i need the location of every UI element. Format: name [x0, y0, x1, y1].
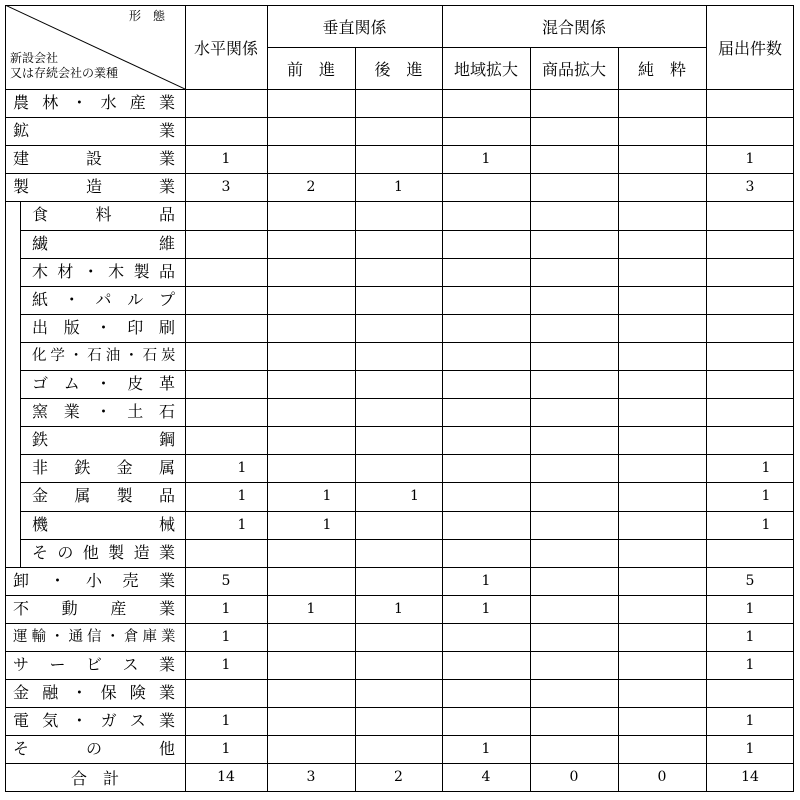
- label-char: の: [85, 739, 102, 759]
- label-char: 料: [95, 205, 112, 225]
- cell-value: 1: [745, 657, 755, 674]
- sub-industry-label: [32, 376, 175, 392]
- header-vertical-forward: 前 進: [286, 59, 335, 79]
- sub-industry-label: [32, 207, 175, 223]
- header-mixed-product: 商品拡大: [541, 59, 606, 79]
- cell-value: 1: [322, 516, 332, 533]
- industry-label: [13, 713, 175, 729]
- row-divider: [20, 511, 794, 512]
- label-char: の: [57, 542, 74, 562]
- industry-label: [13, 741, 175, 757]
- header-divider: [442, 47, 706, 48]
- row-divider: [20, 539, 794, 540]
- cell-value: 1: [410, 488, 419, 505]
- label-char: 品: [158, 205, 175, 225]
- cell-value: 1: [221, 741, 231, 758]
- label-char: ・: [63, 289, 80, 309]
- label-char: 版: [63, 317, 80, 337]
- label-char: ガ: [100, 711, 117, 731]
- header-count: 届出件数: [717, 38, 782, 58]
- sub-industry-label: [32, 233, 175, 253]
- label-char: 業: [158, 711, 175, 731]
- label-char: 石: [158, 402, 175, 422]
- label-char: 産: [110, 598, 127, 618]
- row-divider: [5, 567, 794, 568]
- label-char: 気: [42, 711, 59, 731]
- label-char: 食: [32, 205, 49, 225]
- total-cell-value: 4: [481, 769, 491, 786]
- label-char: 属: [158, 458, 175, 478]
- total-cell-value: 0: [569, 769, 579, 786]
- label-char: 不: [13, 598, 30, 618]
- label-char: 械: [158, 514, 175, 534]
- label-char: ・: [95, 374, 112, 394]
- label-char: 金: [116, 458, 133, 478]
- cell-value: 1: [745, 151, 755, 168]
- industry-label: [13, 570, 175, 590]
- row-divider: [20, 426, 794, 427]
- header-mixed-region: 地域拡大: [453, 59, 518, 79]
- header-vertical-backward: 後 進: [374, 59, 423, 79]
- column-divider: [185, 89, 186, 792]
- label-char: ・: [71, 93, 88, 113]
- sub-industry-label: [32, 404, 175, 420]
- label-char: 鋼: [158, 430, 175, 450]
- label-char: 鉱: [13, 121, 30, 141]
- label-char: 他: [82, 542, 99, 562]
- label-text: [13, 598, 175, 618]
- label-char: ル: [127, 289, 144, 309]
- label-text: [13, 657, 175, 673]
- label-text: [32, 488, 175, 504]
- label-text: [13, 179, 175, 195]
- table-border-bottom: [5, 791, 794, 792]
- cell-value: 1: [745, 741, 755, 758]
- cell-value: 1: [221, 600, 231, 617]
- label-char: ・: [95, 317, 112, 337]
- header-divider: [706, 5, 707, 89]
- sub-industry-label: [32, 460, 175, 476]
- label-char: 材: [57, 261, 74, 281]
- row-divider: [20, 342, 794, 343]
- label-char: 品: [158, 261, 175, 281]
- corner-header-form: 形 態: [129, 9, 166, 23]
- cell-value: 1: [481, 151, 491, 168]
- row-divider: [5, 651, 794, 652]
- column-divider: [442, 89, 443, 792]
- label-char: 鉄: [74, 458, 91, 478]
- label-char: 保: [100, 683, 117, 703]
- header-horizontal: 水平関係: [193, 38, 258, 58]
- cell-value: 1: [237, 516, 247, 533]
- cell-value: 1: [761, 488, 771, 505]
- label-char: ー: [49, 655, 66, 675]
- row-divider: [5, 145, 794, 146]
- cell-value: 1: [237, 488, 247, 505]
- industry-label: 運輸・通信・倉庫業: [13, 628, 175, 645]
- row-divider: [20, 454, 794, 455]
- sub-industry-label: [32, 317, 175, 337]
- label-char: 業: [158, 93, 175, 113]
- label-char: ス: [122, 655, 139, 675]
- label-text: [32, 289, 175, 309]
- label-char: 土: [127, 402, 144, 422]
- label-text: [32, 317, 175, 337]
- label-char: 他: [158, 739, 175, 759]
- cell-value: 3: [745, 179, 755, 196]
- label-char: ス: [129, 711, 146, 731]
- header-bottom-line: [5, 89, 794, 90]
- row-divider: [5, 763, 794, 764]
- label-text: [32, 514, 175, 534]
- label-text: [13, 685, 175, 701]
- label-char: 窯: [32, 402, 49, 422]
- label-char: 皮: [127, 374, 144, 394]
- label-text: [32, 404, 175, 420]
- industry-label: [13, 598, 175, 618]
- industry-label: [13, 685, 175, 701]
- label-char: 革: [158, 374, 175, 394]
- label-char: 林: [42, 93, 59, 113]
- row-divider: [20, 314, 794, 315]
- cell-value: 1: [237, 460, 247, 477]
- label-text: [13, 95, 175, 111]
- header-divider: [530, 47, 531, 89]
- label-char: 建: [13, 149, 30, 169]
- label-char: ・: [49, 570, 66, 590]
- label-char: 出: [32, 317, 49, 337]
- cell-value: 1: [322, 488, 332, 505]
- row-divider: [5, 173, 794, 174]
- label-char: 業: [158, 121, 175, 141]
- row-divider: [20, 398, 794, 399]
- label-char: 紙: [32, 289, 49, 309]
- sub-industry-label: [32, 289, 175, 309]
- row-divider: [5, 117, 794, 118]
- cell-value: 1: [221, 713, 231, 730]
- header-divider: [618, 47, 619, 89]
- label-char: 製: [133, 261, 150, 281]
- label-text: [32, 460, 175, 476]
- label-char: 繊: [32, 233, 49, 253]
- column-divider: [355, 89, 356, 792]
- label-char: 設: [85, 149, 102, 169]
- label-char: 業: [158, 655, 175, 675]
- label-char: プ: [158, 289, 175, 309]
- cell-value: 1: [745, 713, 755, 730]
- corner-header-industry: [10, 51, 118, 81]
- industry-label: [13, 657, 175, 673]
- label-text: [32, 432, 175, 448]
- column-divider: [267, 89, 268, 792]
- row-divider: [20, 370, 794, 371]
- industry-label: [13, 179, 175, 195]
- label-text: [13, 713, 175, 729]
- total-cell-value: 14: [217, 769, 235, 786]
- label-char: ム: [63, 374, 80, 394]
- total-cell-value: 0: [657, 769, 667, 786]
- row-divider: [20, 286, 794, 287]
- label-text: [32, 376, 175, 392]
- label-char: 鉄: [32, 430, 49, 450]
- cell-value: 1: [745, 600, 755, 617]
- label-text: [32, 542, 175, 562]
- label-char: 造: [85, 177, 102, 197]
- cell-value: 3: [221, 179, 231, 196]
- header-divider: [355, 47, 356, 89]
- label-char: 造: [133, 542, 150, 562]
- cell-value: 5: [745, 572, 755, 589]
- label-text: [13, 123, 175, 139]
- label-char: ・: [95, 402, 112, 422]
- row-divider: [5, 595, 794, 596]
- label-char: 小: [85, 570, 102, 590]
- label-char: パ: [95, 289, 112, 309]
- label-char: ビ: [85, 655, 102, 675]
- cell-value: 1: [481, 600, 491, 617]
- table-border-top: [5, 5, 794, 6]
- label-char: そ: [13, 739, 30, 759]
- label-text: [13, 151, 175, 167]
- label-char: 産: [129, 93, 146, 113]
- sub-industry-label: [32, 432, 175, 448]
- sub-industry-label: 化学・石油・石炭: [32, 347, 175, 364]
- row-divider: [5, 201, 794, 202]
- table-border-left: [5, 5, 6, 792]
- sub-industry-label: [32, 488, 175, 504]
- row-divider: [5, 735, 794, 736]
- label-char: ・: [71, 683, 88, 703]
- label-char: 売: [122, 570, 139, 590]
- label-char: そ: [32, 542, 49, 562]
- row-divider: [20, 230, 794, 231]
- label-char: 業: [158, 177, 175, 197]
- label-char: 非: [32, 458, 49, 478]
- header-divider: [267, 47, 442, 48]
- row-divider: [5, 623, 794, 624]
- label-char: 機: [32, 514, 49, 534]
- row-divider: [20, 258, 794, 259]
- total-row-label: 合 計: [70, 768, 119, 788]
- label-char: 業: [158, 683, 175, 703]
- label-char: 製: [13, 177, 30, 197]
- cell-value: 1: [761, 516, 771, 533]
- header-divider: [185, 5, 186, 89]
- label-char: 業: [158, 149, 175, 169]
- label-char: 業: [63, 402, 80, 422]
- column-divider: [618, 89, 619, 792]
- label-text: [32, 233, 175, 253]
- label-char: 製: [116, 486, 133, 506]
- label-char: 融: [42, 683, 59, 703]
- cell-value: 1: [481, 572, 491, 589]
- label-char: 木: [108, 261, 125, 281]
- label-char: 電: [13, 711, 30, 731]
- corner-header-industry-line2: 又は存続会社の業種: [10, 66, 119, 80]
- label-char: 刷: [158, 317, 175, 337]
- label-char: 険: [129, 683, 146, 703]
- corner-header-industry-line1: 新設会社: [10, 51, 59, 65]
- header-vertical: 垂直関係: [322, 17, 387, 37]
- label-char: 金: [13, 683, 30, 703]
- label-char: 水: [100, 93, 117, 113]
- label-text: [32, 261, 175, 281]
- industry-label: [13, 95, 175, 111]
- label-char: ・: [82, 261, 99, 281]
- label-char: サ: [13, 655, 30, 675]
- label-text: [13, 741, 175, 757]
- label-char: 属: [74, 486, 91, 506]
- cell-value: 1: [394, 179, 403, 196]
- cell-value: 1: [221, 657, 231, 674]
- cell-value: 1: [221, 151, 231, 168]
- row-divider: [20, 482, 794, 483]
- label-text: [32, 207, 175, 223]
- cell-value: 2: [306, 179, 316, 196]
- label-char: 印: [127, 317, 144, 337]
- label-text: [13, 570, 175, 590]
- total-cell-value: 14: [741, 769, 759, 786]
- label-char: ゴ: [32, 374, 49, 394]
- label-char: 金: [32, 486, 49, 506]
- label-char: ・: [71, 711, 88, 731]
- label-char: 農: [13, 93, 30, 113]
- total-cell-value: 3: [306, 769, 316, 786]
- label-char: 業: [158, 542, 175, 562]
- cell-value: 1: [481, 741, 491, 758]
- cell-value: 1: [221, 628, 231, 645]
- label-char: 木: [32, 261, 49, 281]
- label-char: 維: [158, 233, 175, 253]
- cell-value: 1: [306, 600, 316, 617]
- label-char: 業: [158, 598, 175, 618]
- cell-value: 1: [394, 600, 403, 617]
- header-mixed: 混合関係: [541, 17, 606, 37]
- industry-label: [13, 151, 175, 167]
- row-divider: [5, 679, 794, 680]
- sub-industry-indent-line: [20, 201, 21, 566]
- sub-industry-label: [32, 542, 175, 562]
- label-char: 品: [158, 486, 175, 506]
- label-char: 卸: [13, 570, 30, 590]
- header-mixed-pure: 純 粋: [637, 59, 686, 79]
- cell-value: 1: [745, 628, 755, 645]
- total-cell-value: 2: [394, 769, 403, 786]
- cell-value: 1: [761, 460, 771, 477]
- column-divider: [530, 89, 531, 792]
- label-char: 業: [158, 570, 175, 590]
- sub-industry-label: [32, 514, 175, 534]
- row-divider: [5, 707, 794, 708]
- label-char: 動: [61, 598, 78, 618]
- label-char: 製: [108, 542, 125, 562]
- column-divider: [706, 89, 707, 792]
- merger-statistics-table: [5, 5, 794, 792]
- cell-value: 5: [221, 572, 231, 589]
- sub-industry-label: [32, 261, 175, 281]
- industry-label: [13, 123, 175, 139]
